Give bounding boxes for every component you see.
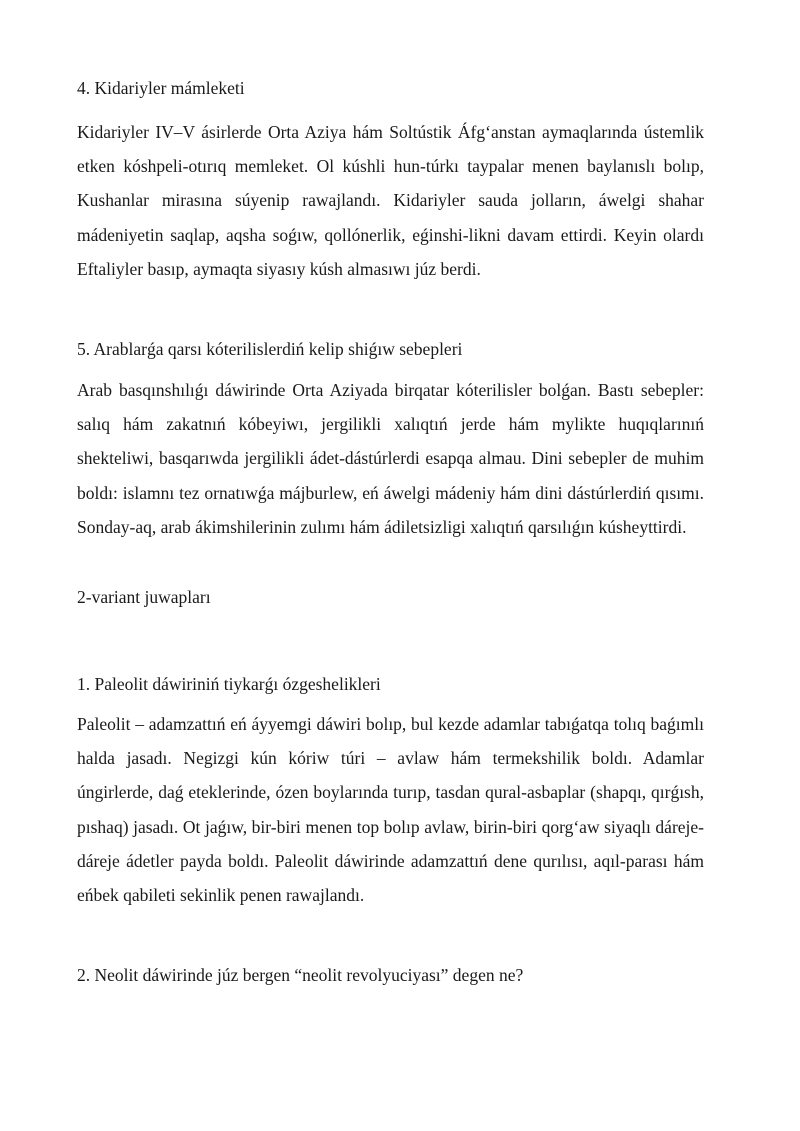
variant-title: 2-variant juwapları xyxy=(77,587,211,607)
section-heading-kidariyler: 4. Kidariyler mámleketi xyxy=(77,78,245,98)
section-heading-arablar: 5. Arablarǵa qarsı kóterilislerdiń kelip shiǵıw sebepleri xyxy=(77,339,463,359)
section-body-arablar: Arab basqınshılıǵı dáwirinde Orta Aziyada birqatar kóterilisler bolǵan. Bastı sebepler: salıq hám zakatnıń kóbeyiwı, jergilikli xalıqtıń jerde hám mylikte huqıqlarınıń shekteliwi, basqarıwda jergilikli ádet-dástúrlerdi esapqa almau. Dini sebepler de muhim boldı: islamnı tez ornatıwǵa májburlew, eń áwelgi mádeniy hám dini dástúrlerdiń qısımı. Sonday-aq, arab ákimshilerinin zulımı hám ádiletsizligi xalıqtıń qarsılıǵın kúsheyttirdi. xyxy=(77,380,704,537)
section-heading-paleolit: 1. Paleolit dáwiriniń tiykarǵı ózgeshelikleri xyxy=(77,674,381,694)
section-body-paleolit: Paleolit – adamzattıń eń áyyemgi dáwiri bolıp, bul kezde adamlar tabıǵatqa tolıq baǵımlı halda jasadı. Negizgi kún kóriw túri – avlaw hám termekshilik boldı. Adamlar úngirlerde, daǵ eteklerinde, ózen boylarında turıp, tasdan qural-asbaplar (shapqı, qırǵısh, pıshaq) jasadı. Ot jaǵıw, bir-biri menen top bolıp avlaw, birin-biri qorg‘aw siyaqlı dáreje-dáreje ádetler payda boldı. Paleolit dáwirinde adamzattıń dene qurılısı, aqıl-parası hám eńbek qabileti sekinlik penen rawajlandı. xyxy=(77,714,704,906)
section-body-kidariyler: Kidariyler IV–V ásirlerde Orta Aziya hám Soltústik Áfg‘anstan aymaqlarında ústemlik etken kóshpeli-otırıq memleket. Ol kúshli hun-túrkı taypalar menen baylanıslı bolıp, Kushanlar mirasına súyenip rawajlandı. Kidariyler sauda jolların, áwelgi shahar mádeniyetin saqlap, aqsha soǵıw, qollónerlik, eǵinshi-likni davam ettirdi. Keyin olardı Eftaliyler basıp, aymaqta siyasıy kúsh almasıwı júz berdi. xyxy=(77,122,704,279)
section-heading-neolit: 2. Neolit dáwirinde júz bergen “neolit revolyuciyası” degen ne? xyxy=(77,965,524,985)
